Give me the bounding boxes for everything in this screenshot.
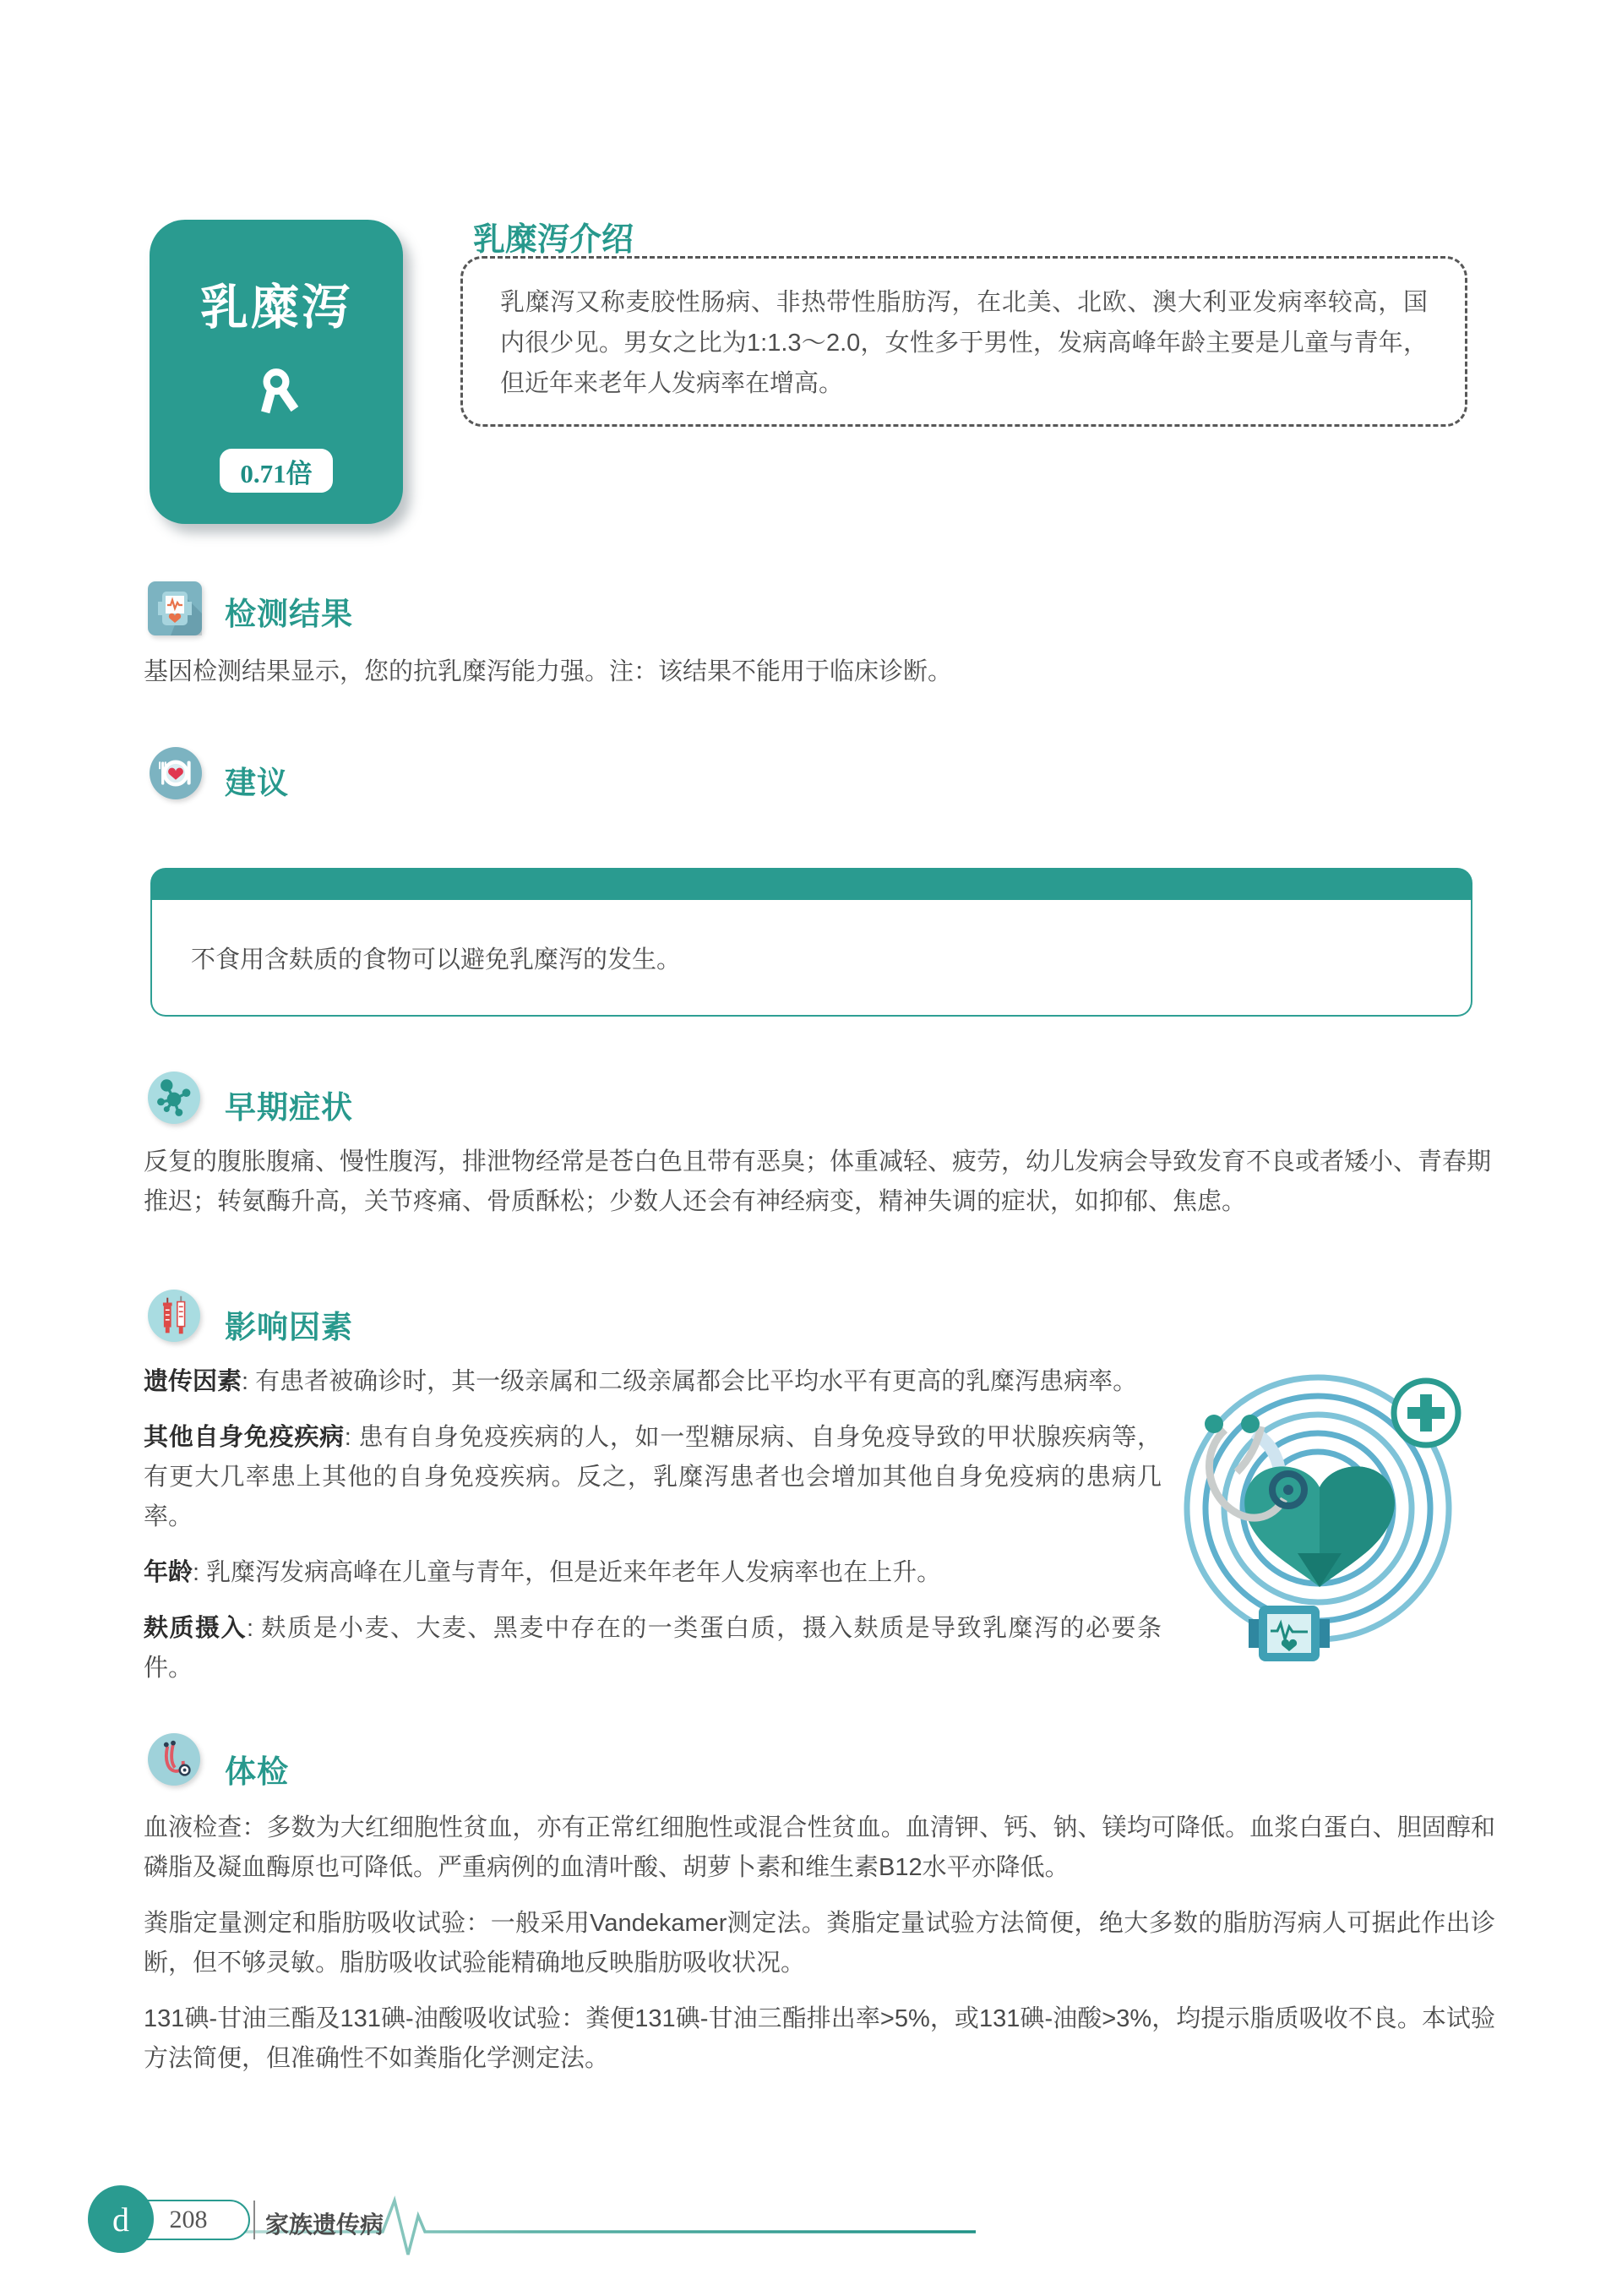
factor-label: 年龄 — [144, 1559, 193, 1586]
factor-label: 麸质摄入 — [144, 1615, 247, 1642]
checkup-paragraph: 131碘-甘油三酯及131碘-油酸吸收试验：粪便131碘-甘油三酯排出率>5%，或131碘-油酸>3%，均提示脂质吸收不良。本试验方法简便，但准确性不如粪脂化学测定法。 — [144, 2005, 1495, 2072]
checkup-heading: 体检 — [225, 1754, 289, 1789]
result-text: 基因检测结果显示，您的抗乳糜泻能力强。注：该结果不能用于临床诊断。 — [144, 658, 953, 685]
syringe-icon — [148, 1290, 202, 1344]
intro-box — [460, 256, 1467, 427]
checkup-paragraph: 粪脂定量测定和脂肪吸收试验：一般采用Vandekamer测定法。粪脂定量试验方法简便，绝大多数的脂肪泻病人可据此作出诊断，但不够灵敏。脂肪吸收试验能精确地反映脂肪吸收状况。 — [144, 1910, 1495, 1977]
symptoms-body — [144, 1143, 1491, 1238]
risk-multiplier-badge: 0.71倍 — [220, 449, 333, 493]
health-monitor-icon — [148, 581, 202, 635]
advice-card-body — [150, 900, 1472, 1017]
intro-body: 乳糜泻又称麦胶性肠病、非热带性脂肪泻，在北美、北欧、澳大利亚发病率较高，国内很少见。男女之比为1:1.3～2.0，女性多于男性，发病高峰年龄主要是儿童与青年，但近年来老年人发病率在增高。 — [500, 289, 1428, 397]
checkup-paragraph: 血液检查：多数为大红细胞性贫血，亦有正常红细胞性或混合性贫血。血清钾、钙、钠、镁均可降低。血浆白蛋白、胆固醇和磷脂及凝血酶原也可降低。严重病例的血清叶酸、胡萝卜素和维生素B12水平亦降低。 — [144, 1814, 1495, 1881]
factors-heading: 影响因素 — [225, 1310, 353, 1344]
advice-card-header — [150, 868, 1472, 900]
factors-body — [144, 1362, 1162, 1704]
disease-title: 乳糜泻 — [200, 281, 352, 335]
factor-label: 遗传因素 — [144, 1368, 242, 1395]
factor-text: : 有患者被确诊时，其一级亲属和二级亲属都会比平均水平有更高的乳糜泻患病率。 — [242, 1368, 1138, 1395]
stethoscope-icon — [148, 1733, 202, 1787]
footer-divider — [253, 2201, 255, 2239]
result-heading: 检测结果 — [225, 597, 353, 631]
symptoms-text: 反复的腹胀腹痛、慢性腹泻，排泄物经常是苍白色且带有恶臭；体重减轻、疲劳，幼儿发病会导致发育不良或者矮小、青春期推迟；转氨酶升高，关节疼痛、骨质酥松；少数人还会有神经病变，精神失调的症状，如抑郁、焦虑。 — [144, 1148, 1492, 1215]
awareness-ribbon-icon — [248, 365, 305, 427]
advice-text: 不食用含麸质的食物可以避免乳糜泻的发生。 — [191, 946, 682, 973]
result-body — [144, 652, 1487, 708]
intro-heading: 乳糜泻介绍 — [473, 222, 634, 258]
footer-section-label: 家族遗传病 — [265, 2211, 384, 2238]
footer-logo-letter: d — [112, 2200, 129, 2239]
factor-text: : 患有自身免疫疾病的人，如一型糖尿病、自身免疫导致的甲状腺疾病等，有更大几率患上其他的自身免疫疾病。反之，乳糜泻患者也会增加其他自身免疫病的患病几率。 — [144, 1424, 1162, 1530]
disease-card — [150, 220, 403, 524]
footer-ecg-line — [127, 2180, 1022, 2277]
molecule-icon — [148, 1072, 202, 1126]
advice-heading: 建议 — [225, 766, 289, 800]
heart-stethoscope-art — [1174, 1352, 1461, 1677]
factor-item — [144, 1362, 1162, 1402]
factor-item — [144, 1418, 1162, 1537]
checkup-body — [144, 1808, 1495, 2095]
diet-plate-icon — [150, 747, 204, 801]
factor-label: 其他自身免疫疾病 — [144, 1424, 345, 1451]
footer-logo — [88, 2185, 154, 2253]
symptoms-heading: 早期症状 — [225, 1090, 353, 1125]
factor-text: : 乳糜泻发病高峰在儿童与青年，但是近来年老年人发病率也在上升。 — [193, 1559, 942, 1586]
factor-text: : 麸质是小麦、大麦、黑麦中存在的一类蛋白质，摄入麸质是导致乳糜泻的必要条件。 — [144, 1615, 1162, 1682]
factor-item — [144, 1553, 1162, 1593]
factor-item — [144, 1609, 1162, 1688]
advice-card — [150, 868, 1472, 1017]
page-number-value: 208 — [169, 2206, 208, 2233]
